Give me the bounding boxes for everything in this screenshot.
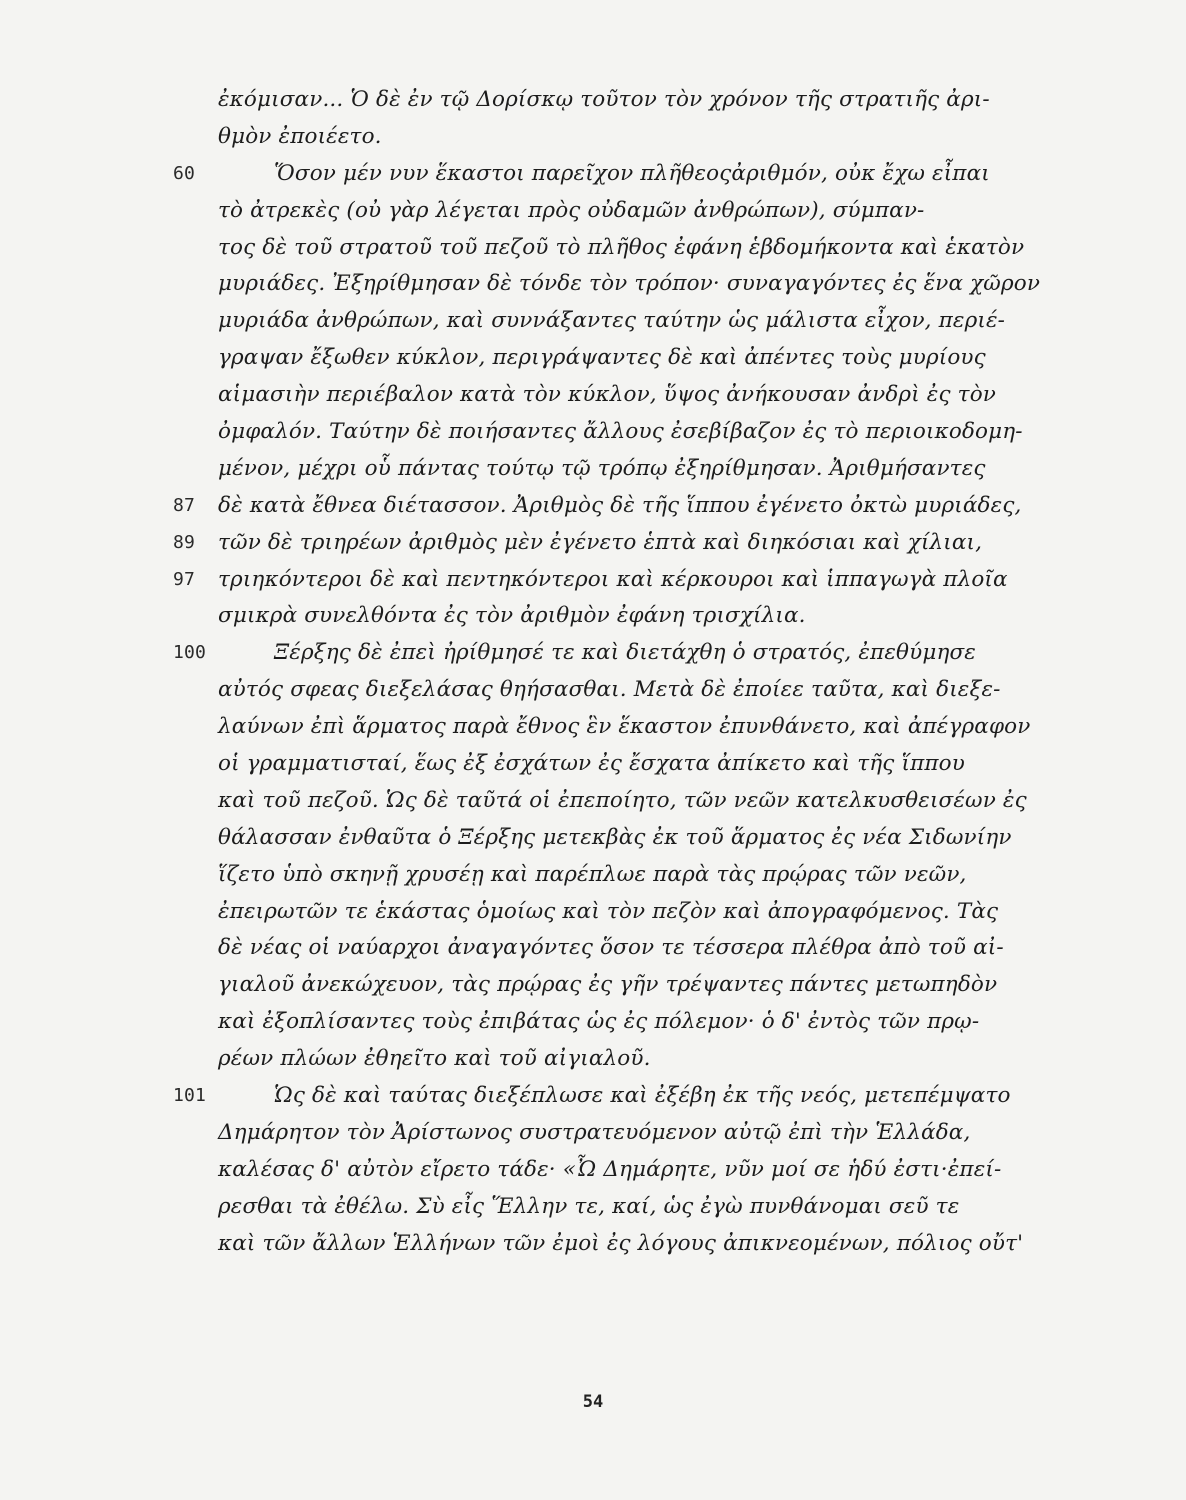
margin-section-number: 87 — [173, 494, 195, 516]
line-text: θμὸν ἐποιέετο. — [218, 123, 382, 149]
line-text: μυριάδες. Ἐξηρίθμησαν δὲ τόνδε τὸν τρόπον· συναγαγόντες ἐς ἕνα χῶρον — [218, 271, 1041, 297]
line-text: καλέσας δ' αὐτὸν εἴρετο τάδε· «Ὦ Δημάρητε, νῦν μοί σε ἡδύ ἐστι·ἐπεί- — [218, 1156, 1002, 1182]
text-line — [218, 451, 1048, 488]
text-line — [218, 119, 1048, 156]
text-line — [173, 525, 1048, 562]
line-text: λαύνων ἐπὶ ἅρματος παρὰ ἔθνος ἓν ἕκαστον ἐπυνθάνετο, καὶ ἀπέγραφον — [218, 714, 1031, 740]
text-line — [218, 857, 1048, 894]
line-text: καὶ τῶν ἄλλων Ἑλλήνων τῶν ἐμοὶ ἐς λόγους ἀπικνεομένων, πόλιος οὔτ' — [218, 1230, 1024, 1256]
line-text: τῶν δὲ τριηρέων ἀριθμὸς μὲν ἐγένετο ἑπτὰ καὶ διηκόσιαι καὶ χίλιαι, — [218, 529, 983, 555]
margin-section-number: 89 — [173, 531, 195, 553]
text-line — [218, 1004, 1048, 1041]
text-line — [218, 746, 1048, 783]
line-text: μυριάδα ἀνθρώπων, καὶ συννάξαντες ταύτην ὡς μάλιστα εἶχον, περιέ- — [218, 308, 1006, 334]
text-line — [218, 672, 1048, 709]
margin-section-number: 60 — [173, 162, 195, 184]
line-text: δὲ κατὰ ἔθνεα διέτασσον. Ἀριθμὸς δὲ τῆς ἵππου ἐγένετο ὀκτὼ μυριάδες, — [218, 492, 1022, 518]
line-text: ρέων πλώων ἐθηεῖτο καὶ τοῦ αἰγιαλοῦ. — [218, 1046, 651, 1072]
margin-section-number: 100 — [173, 642, 206, 664]
line-text: οἱ γραμματισταί, ἕως ἐξ ἐσχάτων ἐς ἔσχατα ἀπίκετο καὶ τῆς ἵππου — [218, 751, 965, 777]
text-line — [218, 82, 1048, 119]
line-text: δὲ νέας οἱ ναύαρχοι ἀναγαγόντες ὅσον τε τέσσερα πλέθρα ἀπὸ τοῦ αἰ- — [218, 935, 1004, 961]
text-line — [218, 598, 1048, 635]
line-text: Ὡς δὲ καὶ ταύτας διεξέπλωσε καὶ ἐξέβη ἐκ τῆς νεός, μετεπέμψατο — [274, 1083, 1011, 1109]
line-text: μένον, μέχρι οὗ πάντας τούτῳ τῷ τρόπῳ ἐξηρίθμησαν. Ἀριθμήσαντες — [218, 455, 986, 481]
line-text: τὸ ἀτρεκὲς (οὐ γὰρ λέγεται πρὸς οὐδαμῶν ἀνθρώπων), σύμπαν- — [218, 197, 925, 223]
line-text: θάλασσαν ἐνθαῦτα ὁ Ξέρξης μετεκβὰς ἐκ τοῦ ἅρματος ἐς νέα Σιδωνίην — [218, 824, 1012, 850]
line-text: καὶ τοῦ πεζοῦ. Ὡς δὲ ταῦτά οἱ ἐπεποίητο, τῶν νεῶν κατελκυσθεισέων ἐς — [218, 787, 1027, 813]
text-line — [218, 230, 1048, 267]
text-line — [218, 820, 1048, 857]
text-line — [218, 377, 1048, 414]
text-line — [173, 156, 1048, 193]
line-text: ρεσθαι τὰ ἐθέλω. Σὺ εἶς Ἕλλην τε, καί, ὡς ἐγὼ πυνθάνομαι σεῦ τε — [218, 1193, 960, 1219]
line-text: γιαλοῦ ἀνεκώχευον, τὰς πρῴρας ἐς γῆν τρέψαντες πάντες μετωπηδὸν — [218, 972, 998, 998]
line-text: αὐτός σφεας διεξελάσας θηήσασθαι. Μετὰ δὲ ἐποίεε ταῦτα, καὶ διεξε- — [218, 677, 1001, 703]
text-line — [218, 414, 1048, 451]
page-number: 54 — [582, 1392, 604, 1412]
text-line — [173, 635, 1048, 672]
line-text: γραψαν ἔξωθεν κύκλον, περιγράψαντες δὲ καὶ ἀπέντες τοὺς μυρίους — [218, 345, 986, 371]
text-line — [218, 1152, 1048, 1189]
text-line — [218, 1226, 1048, 1263]
text-line — [173, 562, 1048, 599]
line-text: σμικρὰ συνελθόντα ἐς τὸν ἀριθμὸν ἐφάνη τρισχίλια. — [218, 603, 806, 629]
text-line — [218, 709, 1048, 746]
text-line — [218, 266, 1048, 303]
text-line — [218, 340, 1048, 377]
text-line — [218, 894, 1048, 931]
text-line — [218, 783, 1048, 820]
text-line — [218, 930, 1048, 967]
line-text: ἐπειρωτῶν τε ἑκάστας ὁμοίως καὶ τὸν πεζὸν καὶ ἀπογραφόμενος. Τὰς — [218, 898, 999, 924]
line-text: τος δὲ τοῦ στρατοῦ τοῦ πεζοῦ τὸ πλῆθος ἐφάνη ἑβδομήκοντα καὶ ἑκατὸν — [218, 234, 1025, 260]
text-line — [218, 967, 1048, 1004]
line-text: Ξέρξης δὲ ἐπεὶ ἠρίθμησέ τε καὶ διετάχθη ὁ στρατός, ἐπεθύμησε — [274, 640, 976, 666]
line-text: Ὅσον μέν νυν ἕκαστοι παρεῖχον πλῆθεοςἀριθμόν, οὐκ ἔχω εἶπαι — [274, 160, 990, 186]
text-line — [173, 1078, 1048, 1115]
line-text: τριηκόντεροι δὲ καὶ πεντηκόντεροι καὶ κέρκουροι καὶ ἱππαγωγὰ πλοῖα — [218, 566, 1008, 592]
margin-section-number: 97 — [173, 568, 195, 590]
text-line — [173, 488, 1048, 525]
text-line — [218, 1041, 1048, 1078]
line-text: αἱμασιὴν περιέβαλον κατὰ τὸν κύκλον, ὕψος ἀνήκουσαν ἀνδρὶ ἐς τὸν — [218, 382, 997, 408]
greek-text-body — [173, 82, 1048, 1263]
text-line — [218, 303, 1048, 340]
line-text: ὀμφαλόν. Ταύτην δὲ ποιήσαντες ἄλλους ἐσεβίβαζον ἐς τὸ περιοικοδομη- — [218, 419, 1023, 445]
text-line — [218, 193, 1048, 230]
line-text: Δημάρητον τὸν Ἀρίστωνος συστρατευόμενον αὐτῷ ἐπὶ τὴν Ἑλλάδα, — [218, 1119, 971, 1145]
text-line — [218, 1189, 1048, 1226]
line-text: καὶ ἐξοπλίσαντες τοὺς ἐπιβάτας ὡς ἐς πόλεμον· ὁ δ' ἐντὸς τῶν πρῳ- — [218, 1009, 980, 1035]
text-line — [218, 1115, 1048, 1152]
line-text: ἐκόμισαν... Ὁ δὲ ἐν τῷ Δορίσκῳ τοῦτον τὸν χρόνον τῆς στρατιῆς ἀρι- — [218, 87, 990, 112]
line-text: ἵζετο ὑπὸ σκηνῇ χρυσέῃ καὶ παρέπλωε παρὰ τὰς πρῴρας τῶν νεῶν, — [218, 861, 967, 887]
margin-section-number: 101 — [173, 1085, 206, 1107]
